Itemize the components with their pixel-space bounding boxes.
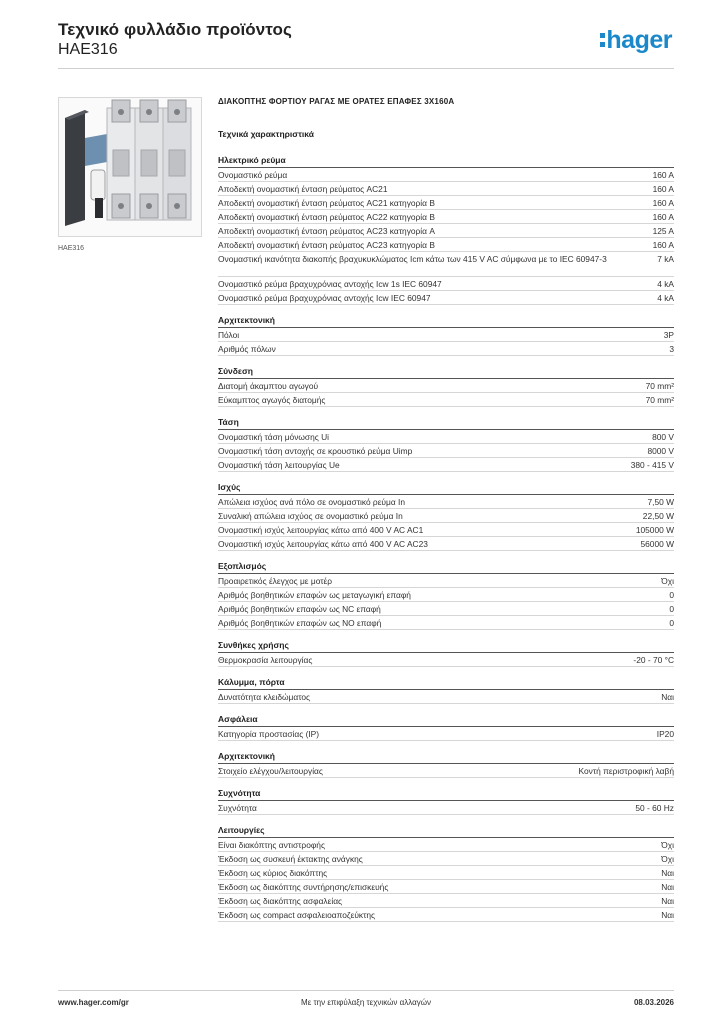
spec-section [218, 825, 674, 922]
spec-section-title: Αρχιτεκτονική [218, 315, 674, 328]
spec-row [218, 653, 674, 667]
hager-logo [600, 26, 672, 55]
spec-value: 105000 W [635, 525, 674, 535]
spec-row [218, 523, 674, 537]
spec-value: 3 [669, 344, 674, 354]
spec-value: Ναι [661, 910, 674, 920]
spec-value: 160 A [652, 198, 674, 208]
spec-row [218, 182, 674, 196]
product-image [58, 97, 202, 237]
spec-label: Ονομαστικό ρεύμα βραχυχρόνιας αντοχής Icw 1s IEC 60947 [218, 279, 442, 289]
spec-row [218, 852, 674, 866]
spec-section-title: Συνθήκες χρήσης [218, 640, 674, 653]
spec-value: 70 mm² [645, 395, 674, 405]
image-caption: HAE316 [58, 245, 85, 252]
spec-label: Ονομαστική ικανότητα διακοπής βραχυκυκλώματος Icm κάτω των 415 V AC σύμφωνα με το IEC 60947-3 [218, 254, 607, 264]
spec-row [218, 444, 674, 458]
spec-section [218, 788, 674, 815]
logo-dots-icon [600, 33, 605, 51]
spec-row [218, 602, 674, 616]
spec-row [218, 801, 674, 815]
product-description: ΔΙΑΚΟΠΤΗΣ ΦΟΡΤΙΟΥ ΡΑΓΑΣ ΜΕ ΟΡΑΤΕΣ ΕΠΑΦΕΣ 3X160A [218, 97, 455, 106]
footer-notice: Με την επιφύλαξη τεχνικών αλλαγών [301, 998, 431, 1007]
spec-label: Προαιρετικός έλεγχος με μοτέρ [218, 576, 333, 586]
spec-label: Στοιχείο ελέγχου/λειτουργίας [218, 766, 323, 776]
technical-characteristics-heading: Τεχνικά χαρακτηριστικά [218, 129, 314, 139]
spec-section-title: Εξοπλισμός [218, 561, 674, 574]
spec-label: Αποδεκτή ονομαστική ένταση ρεύματος AC22 κατηγορία B [218, 212, 435, 222]
switch-disconnector-icon [59, 98, 201, 236]
spec-value: Ναι [661, 882, 674, 892]
spec-section-title: Λειτουργίες [218, 825, 674, 838]
spec-row [218, 537, 674, 551]
spec-value: 22,50 W [642, 511, 674, 521]
page-header [58, 20, 674, 70]
spec-value: 160 A [652, 212, 674, 222]
spec-section [218, 677, 674, 704]
document-title: Τεχνικό φυλλάδιο προϊόντος [58, 20, 292, 39]
spec-row [218, 168, 674, 182]
spec-row [218, 574, 674, 588]
spec-value: 160 A [652, 240, 674, 250]
spec-label: Ονομαστικό ρεύμα βραχυχρόνιας αντοχής Icw IEC 60947 [218, 293, 431, 303]
spec-row [218, 430, 674, 444]
spec-label: Ονομαστική τάση λειτουργίας Ue [218, 460, 340, 470]
spec-section-title: Ισχύς [218, 482, 674, 495]
spec-label: Εύκαμπτος αγωγός διατομής [218, 395, 326, 405]
spec-value: Ναι [661, 692, 674, 702]
logo-text: hager [606, 26, 672, 54]
spec-row [218, 690, 674, 704]
spec-label: Αριθμός βοηθητικών επαφών ως NO επαφή [218, 618, 382, 628]
spec-row [218, 509, 674, 523]
header-divider [58, 68, 674, 69]
spec-row [218, 838, 674, 852]
spec-value: 0 [669, 618, 674, 628]
spec-value: Όχι [661, 576, 674, 586]
spec-label: Έκδοση ως κύριος διακόπτης [218, 868, 328, 878]
spec-value: 4 kA [657, 293, 674, 303]
spec-value: Ναι [661, 896, 674, 906]
spec-value: Όχι [661, 840, 674, 850]
spec-label: Ονομαστική τάση αντοχής σε κρουστικό ρεύμα Uimp [218, 446, 413, 456]
spec-label: Αριθμός βοηθητικών επαφών ως μεταγωγική επαφή [218, 590, 411, 600]
footer-website[interactable]: www.hager.com/gr [58, 998, 129, 1007]
spec-label: Κατηγορία προστασίας (IP) [218, 729, 320, 739]
spec-value: Ναι [661, 868, 674, 878]
spec-label: Αποδεκτή ονομαστική ένταση ρεύματος AC21 [218, 184, 388, 194]
spec-value: 8000 V [647, 446, 674, 456]
spec-value: 56000 W [640, 539, 674, 549]
footer-date: 08.03.2026 [633, 998, 674, 1007]
spec-section [218, 366, 674, 407]
spec-section-title: Ηλεκτρικό ρεύμα [218, 155, 674, 168]
spec-label: Πόλοι [218, 330, 240, 340]
spec-row [218, 458, 674, 472]
spec-label: Είναι διακόπτης αντιστροφής [218, 840, 325, 850]
spec-label: Συναλική απώλεια ισχύος σε ονομαστικό ρεύμα In [218, 511, 403, 521]
spec-label: Αποδεκτή ονομαστική ένταση ρεύματος AC23 κατηγορία A [218, 226, 435, 236]
spec-section [218, 714, 674, 741]
spec-value: 800 V [652, 432, 674, 442]
spec-row [218, 495, 674, 509]
product-code: HAE316 [58, 41, 118, 58]
spec-row [218, 291, 674, 305]
spec-row [218, 252, 674, 277]
spec-label: Ονομαστική ισχύς λειτουργίας κάτω από 400 V AC AC23 [218, 539, 428, 549]
spec-label: Απώλεια ισχύος ανά πόλο σε ονομαστικό ρεύμα In [218, 497, 405, 507]
spec-row [218, 342, 674, 356]
spec-label: Θερμοκρασία λειτουργίας [218, 655, 313, 665]
spec-section [218, 751, 674, 778]
spec-label: Έκδοση ως διακόπτης ασφαλείας [218, 896, 343, 906]
spec-label: Έκδοση ως compact ασφαλειοαποζεύκτης [218, 910, 376, 920]
spec-row [218, 379, 674, 393]
spec-label: Ονομαστική ισχύς λειτουργίας κάτω από 400 V AC AC1 [218, 525, 424, 535]
spec-section [218, 417, 674, 472]
spec-label: Δυνατότητα κλειδώματος [218, 692, 311, 702]
spec-label: Ονομαστική τάση μόνωσης Ui [218, 432, 330, 442]
spec-value: 7 kA [657, 254, 674, 264]
spec-value: 4 kA [657, 279, 674, 289]
spec-section [218, 640, 674, 667]
spec-label: Αποδεκτή ονομαστική ένταση ρεύματος AC21 κατηγορία B [218, 198, 435, 208]
spec-row [218, 866, 674, 880]
spec-section-title: Τάση [218, 417, 674, 430]
spec-row [218, 277, 674, 291]
spec-value: 0 [669, 604, 674, 614]
spec-row [218, 894, 674, 908]
spec-section [218, 155, 674, 305]
spec-row [218, 238, 674, 252]
spec-row [218, 393, 674, 407]
spec-label: Συχνότητα [218, 803, 257, 813]
spec-row [218, 328, 674, 342]
spec-section [218, 315, 674, 356]
spec-label: Διατομή άκαμπτου αγωγού [218, 381, 319, 391]
spec-section-title: Συχνότητα [218, 788, 674, 801]
spec-label: Έκδοση ως διακόπτης συντήρησης/επισκευής [218, 882, 389, 892]
spec-label: Έκδοση ως συσκευή έκτακτης ανάγκης [218, 854, 363, 864]
spec-value: 380 - 415 V [630, 460, 674, 470]
spec-row [218, 880, 674, 894]
spec-value: 70 mm² [645, 381, 674, 391]
spec-sections [218, 155, 674, 922]
spec-row [218, 588, 674, 602]
spec-section-title: Ασφάλεια [218, 714, 674, 727]
spec-label: Αριθμός βοηθητικών επαφών ως NC επαφή [218, 604, 381, 614]
spec-value: 125 A [652, 226, 674, 236]
spec-value: -20 - 70 °C [633, 655, 674, 665]
spec-value: 50 - 60 Hz [635, 803, 674, 813]
spec-value: 0 [669, 590, 674, 600]
spec-label: Αριθμός πόλων [218, 344, 276, 354]
spec-value: 160 A [652, 184, 674, 194]
spec-row [218, 764, 674, 778]
spec-value: 3P [663, 330, 674, 340]
spec-section-title: Σύνδεση [218, 366, 674, 379]
spec-row [218, 224, 674, 238]
spec-value: Όχι [661, 854, 674, 864]
spec-section [218, 482, 674, 551]
spec-label: Ονομαστικό ρεύμα [218, 170, 288, 180]
spec-label: Αποδεκτή ονομαστική ένταση ρεύματος AC23 κατηγορία B [218, 240, 435, 250]
spec-section [218, 561, 674, 630]
spec-value: Κοντή περιστροφική λαβή [578, 766, 674, 776]
spec-value: 7,50 W [647, 497, 674, 507]
spec-section-title: Αρχιτεκτονική [218, 751, 674, 764]
spec-section-title: Κάλυμμα, πόρτα [218, 677, 674, 690]
spec-row [218, 616, 674, 630]
footer-divider [58, 990, 674, 991]
spec-value: 160 A [652, 170, 674, 180]
spec-row [218, 196, 674, 210]
specifications-content [218, 97, 674, 922]
spec-value: IP20 [656, 729, 674, 739]
spec-row [218, 908, 674, 922]
spec-row [218, 210, 674, 224]
spec-row [218, 727, 674, 741]
